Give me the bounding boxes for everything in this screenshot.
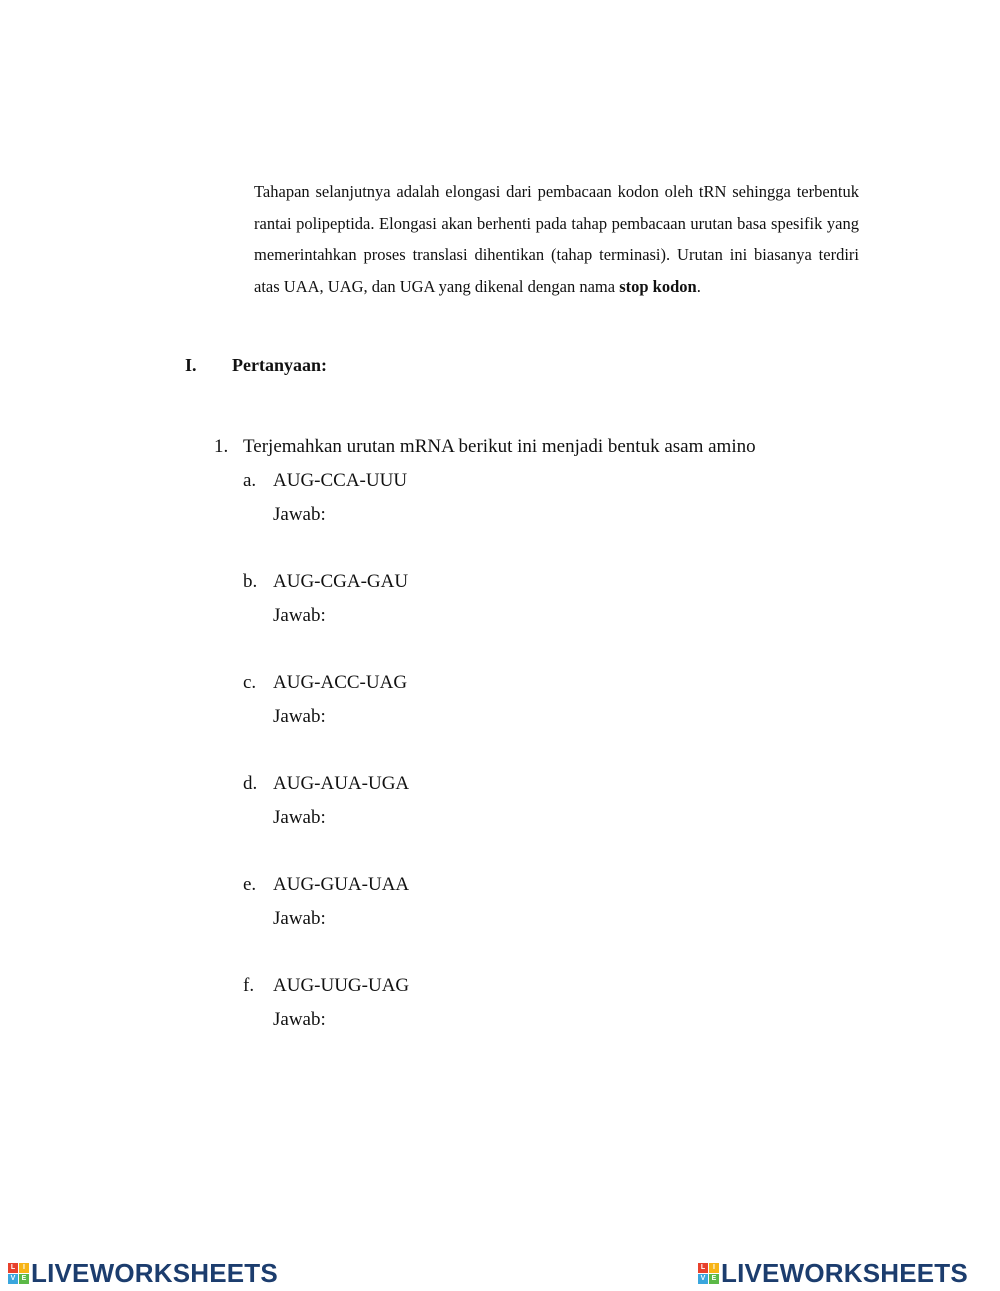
mrna-sequence: AUG-GUA-UAA: [273, 874, 410, 895]
item-letter: c.: [243, 672, 257, 693]
question-item-c: [243, 672, 643, 742]
logo-mark-l: L: [698, 1263, 708, 1273]
answer-label: Jawab:: [273, 504, 326, 525]
logo-mark-e: E: [19, 1274, 29, 1284]
logo-mark-icon: [698, 1263, 719, 1284]
question-text: Terjemahkan urutan mRNA berikut ini menjadi bentuk asam amino: [243, 436, 756, 457]
liveworksheets-logo-left: [8, 1259, 278, 1287]
question-item-e: [243, 874, 643, 944]
item-letter: d.: [243, 773, 258, 794]
section-title: Pertanyaan:: [232, 355, 327, 375]
logo-mark-icon: [8, 1263, 29, 1284]
logo-mark-i: I: [19, 1263, 29, 1273]
question-item-b: [243, 571, 643, 641]
intro-text: Tahapan selanjutnya adalah elongasi dari pembacaan kodon oleh tRN sehingga terbentuk rantai polipeptida. Elongasi akan berhenti pada tahap pembacaan urutan basa spesifik yang memerintahkan proses translasi dihentikan (tahap terminasi). Urutan ini biasanya terdiri atas UAA, UAG, dan UGA yang dikenal dengan nama: [254, 182, 859, 296]
question-item-d: [243, 773, 643, 843]
mrna-sequence: AUG-ACC-UAG: [273, 672, 408, 693]
item-letter: a.: [243, 470, 257, 491]
logo-mark-e: E: [709, 1274, 719, 1284]
item-letter: f.: [243, 975, 255, 996]
answer-label: Jawab:: [273, 1009, 326, 1030]
mrna-sequence: AUG-UUG-UAG: [273, 975, 410, 996]
answer-label: Jawab:: [273, 908, 326, 929]
item-letter: e.: [243, 874, 257, 895]
intro-period: .: [696, 276, 701, 296]
question-item-f: [243, 975, 643, 1045]
logo-mark-l: L: [8, 1263, 18, 1273]
answer-label: Jawab:: [273, 807, 326, 828]
logo-text: LIVEWORKSHEETS: [31, 1257, 278, 1288]
answer-label: Jawab:: [273, 706, 326, 727]
question-item-a: [243, 470, 643, 540]
liveworksheets-logo-right: [698, 1259, 968, 1287]
logo-mark-v: V: [8, 1274, 18, 1284]
intro-paragraph: [254, 176, 859, 302]
logo-mark-i: I: [709, 1263, 719, 1273]
section-number: I.: [185, 355, 197, 375]
logo-text: LIVEWORKSHEETS: [721, 1257, 968, 1288]
item-letter: b.: [243, 571, 258, 592]
mrna-sequence: AUG-AUA-UGA: [273, 773, 410, 794]
mrna-sequence: AUG-CGA-GAU: [273, 571, 409, 592]
question-number: 1.: [214, 436, 229, 457]
answer-label: Jawab:: [273, 605, 326, 626]
stop-kodon-term: stop kodon: [619, 276, 697, 296]
logo-mark-v: V: [698, 1274, 708, 1284]
mrna-sequence: AUG-CCA-UUU: [273, 470, 408, 491]
